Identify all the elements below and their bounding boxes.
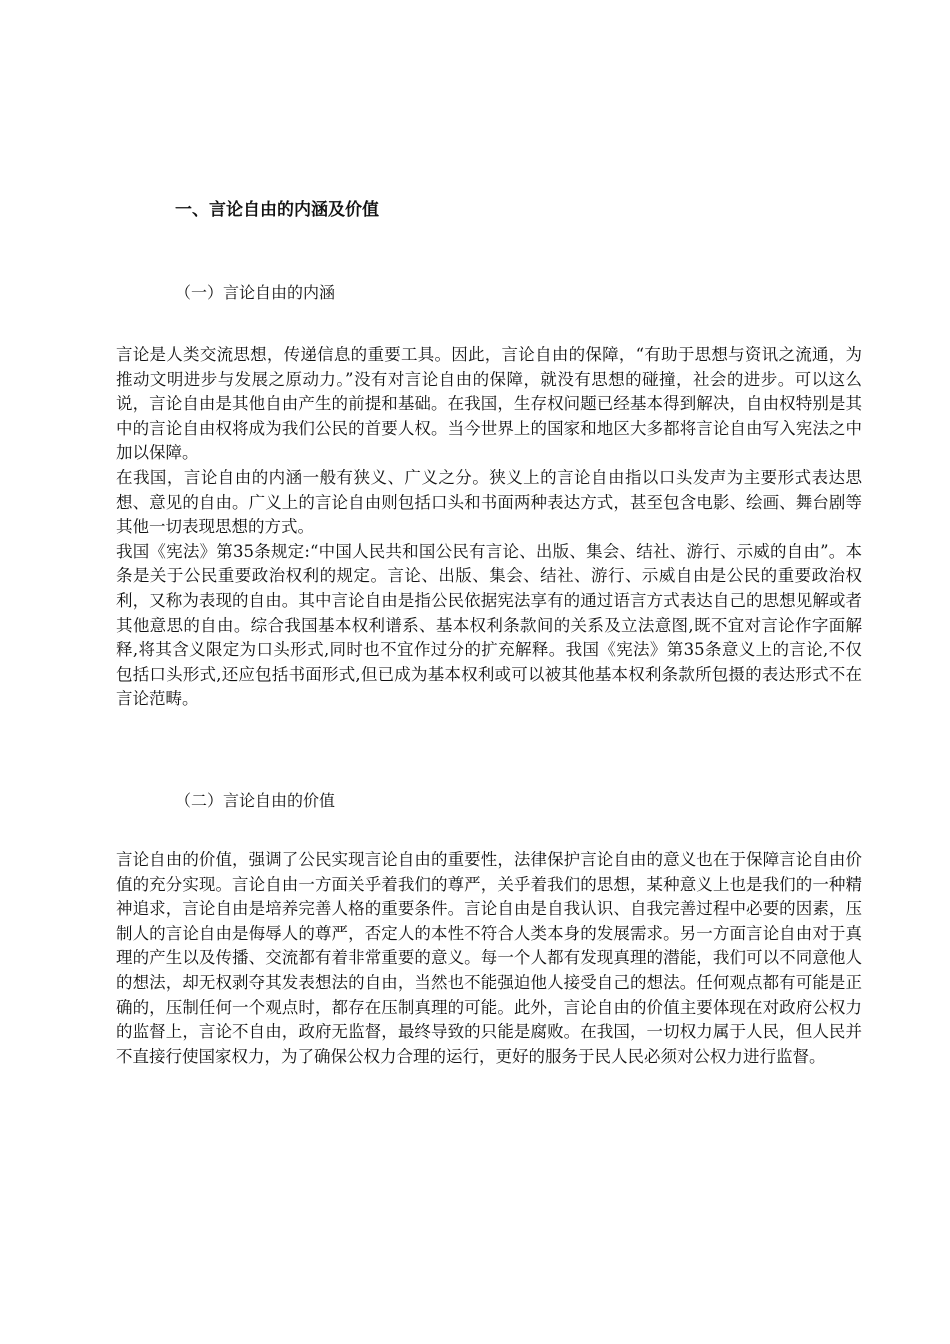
paragraph: 言论是人类交流思想，传递信息的重要工具。因此，言论自由的保障，“有助于思想与资讯之流通，为推动文明进步与发展之原动力。”没有对言论自由的保障，就没有思想的碰撞，社会的进步。可以这么说，言论自由是其他自由产生的前提和基础。在我国，生存权问题已经基本得到解决，自由权特别是其中的言论自由权将成为我们公民的首要人权。当今世界上的国家和地区大多都将言论自由写入宪法之中加以保障。 bbox=[116, 345, 862, 463]
section-heading: 一、言论自由的内涵及价值 bbox=[175, 200, 379, 220]
subsection-heading-value: （二）言论自由的价值 bbox=[175, 791, 336, 810]
paragraph: 我国《宪法》第35条规定:“中国人民共和国公民有言论、出版、集会、结社、游行、示威的自由”。本条是关于公民重要政治权利的规定。言论、出版、集会、结社、游行、示威自由是公民的重要政治权利，又称为表现的自由。其中言论自由是指公民依据宪法享有的通过语言方式表达自己的思想见解或者其他意思的自由。综合我国基本权利谱系、基本权利条款间的关系及立法意图,既不宜对言论作字面解释,将其含义限定为口头形式,同时也不宜作过分的扩充解释。我国《宪法》第35条意义上的言论,不仅包括口头形式,还应包括书面形式,但已成为基本权利或可以被其他基本权利条款所包摄的表达形式不在言论范畴。 bbox=[116, 541, 862, 709]
subsection-heading-meaning: （一）言论自由的内涵 bbox=[175, 283, 336, 302]
value-body bbox=[116, 848, 862, 1069]
meaning-body bbox=[116, 343, 862, 712]
paragraph: 言论自由的价值，强调了公民实现言论自由的重要性，法律保护言论自由的意义也在于保障言论自由价值的充分实现。言论自由一方面关乎着我们的尊严，关乎着我们的思想，某种意义上也是我们的一种精神追求，言论自由是培养完善人格的重要条件。言论自由是自我认识、自我完善过程中必要的因素，压制人的言论自由是侮辱人的尊严，否定人的本性不符合人类本身的发展需求。另一方面言论自由对于真理的产生以及传播、交流都有着非常重要的意义。每一个人都有发现真理的潜能，我们可以不同意他人的想法，却无权剥夺其发表想法的自由，当然也不能强迫他人接受自己的想法。任何观点都有可能是正确的，压制任何一个观点时，都存在压制真理的可能。此外，言论自由的价值主要体现在对政府公权力的监督上，言论不自由，政府无监督，最终导致的只能是腐败。在我国，一切权力属于人民，但人民并不直接行使国家权力，为了确保公权力合理的运行，更好的服务于民人民必须对公权力进行监督。 bbox=[116, 850, 862, 1066]
paragraph: 在我国，言论自由的内涵一般有狭义、广义之分。狭义上的言论自由指以口头发声为主要形式表达思想、意见的自由。广义上的言论自由则包括口头和书面两种表达方式，甚至包含电影、绘画、舞台剧等其他一切表现思想的方式。 bbox=[116, 467, 862, 537]
